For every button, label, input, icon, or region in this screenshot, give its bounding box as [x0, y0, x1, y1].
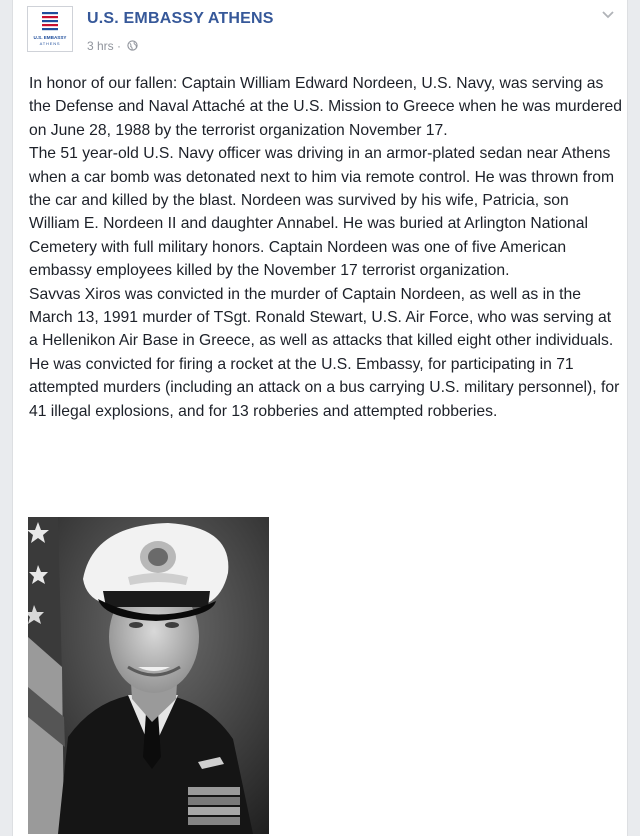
globe-icon[interactable] [127, 40, 138, 51]
post-paragraph: Savvas Xiros was convicted in the murder of Captain Nordeen, as well as in the March 13, 1991 murder of TSgt. Ronald Stewart, U.S. Air Force, who was serving at a Hellenikon Air Base in Greece, as well as attacks that killed eight other individuals. He was convicted for firing a rocket at the U.S. Embassy, for participating in 71 attempted murders (including an attack on a bus carrying U.S. military personnel), for 41 illegal explosions, and for 13 robberies and attempted robberies. [29, 285, 620, 420]
meta-separator: · [117, 38, 122, 53]
post-meta [87, 38, 138, 53]
avatar-text-bottom: ATHENS [39, 41, 61, 46]
post-paragraph: In honor of our fallen: Captain William Edward Nordeen, U.S. Navy, was serving as the Defense and Naval Attaché at the U.S. Mission to Greece when he was murdered on June 28, 1988 by the terrorist organization November 17. [29, 75, 622, 139]
avatar-text-top: U.S. EMBASSY [33, 35, 67, 40]
post-message [29, 72, 623, 423]
page-name-link[interactable]: U.S. EMBASSY ATHENS [87, 10, 274, 27]
feed-post [12, 0, 628, 836]
embassy-seal-icon [28, 7, 72, 51]
portrait-photo [28, 517, 269, 834]
post-timestamp[interactable]: 3 hrs [87, 38, 114, 53]
post-paragraph: The 51 year-old U.S. Navy officer was driving in an armor-plated sedan near Athens when a car bomb was detonated next to him via remote control. He was thrown from the car and killed by the blast. Nordeen was survived by his wife, Patricia, son William E. Nordeen II and daughter Annabel. He was buried at Arlington National Cemetery with full military honors. Captain Nordeen was one of five American embassy employees killed by the November 17 terrorist organization. [29, 145, 615, 280]
chevron-down-icon[interactable] [601, 10, 615, 20]
page-avatar[interactable] [27, 6, 73, 52]
post-photo[interactable] [28, 517, 269, 834]
